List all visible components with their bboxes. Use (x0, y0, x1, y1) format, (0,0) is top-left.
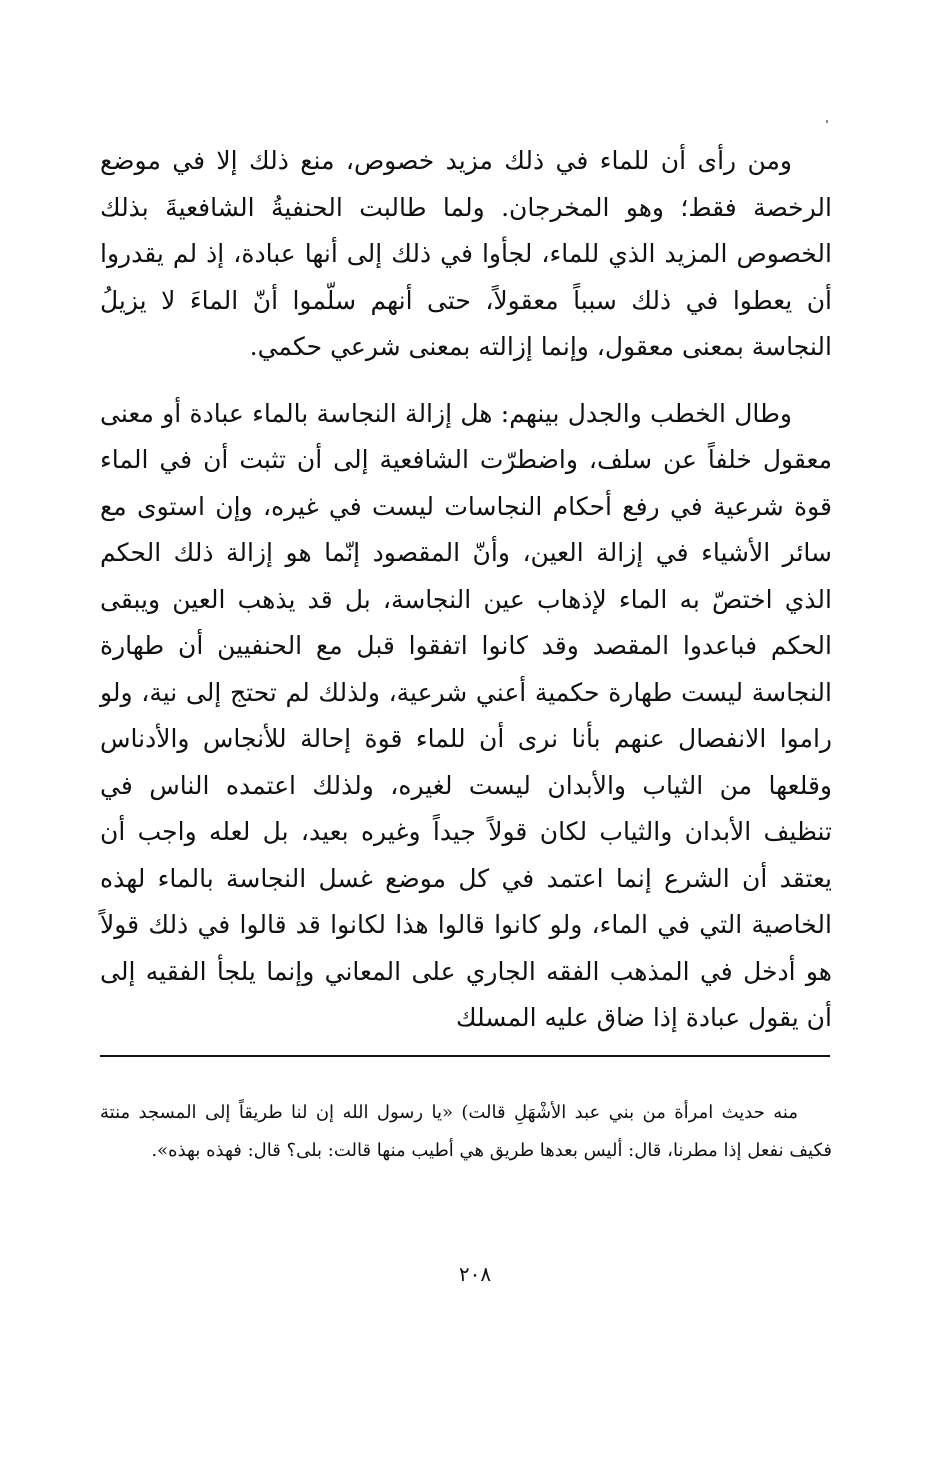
paragraph-1: ومن رأى أن للماء في ذلك مزيد خصوص، منع ذلك إلا في موضع الرخصة فقط؛ وهو المخرجان. ولما طالبت الحنفيةُ الشافعيةَ بذلك الخصوص المزيد الذي للماء، لجأوا في ذلك إلى أنها عبادة، إذ لم يقدروا أن يعطوا في ذلك سبباً معقولاً، حتى أنهم سلّموا أنّ الماءَ لا يزيلُ النجاسة بمعنى معقول، وإنما إزالته بمعنى شرعي حكمي. (100, 146, 832, 361)
footnote-divider (100, 1055, 830, 1057)
page-number: ٢٠٨ (458, 1262, 492, 1286)
main-text-block (100, 138, 832, 1042)
paragraph-2: وطال الخطب والجدل بينهم: هل إزالة النجاسة بالماء عبادة أو معنى معقول خلفاً عن سلف، واضطرّت الشافعية إلى أن تثبت أن في الماء قوة شرعية في رفع أحكام النجاسات ليست في غيره، وإن استوى مع سائر الأشياء في إزالة العين، وأنّ المقصود إنّما هو إزالة ذلك الحكم الذي اختصّ به الماء لإذهاب عين النجاسة، بل قد يذهب العين ويبقى الحكم فباعدوا المقصد وقد كانوا اتفقوا قبل مع الحنفيين أن طهارة النجاسة ليست طهارة حكمية أعني شرعية، ولذلك لم تحتج إلى نية، ولو راموا الانفصال عنهم بأنا نرى أن للماء قوة إحالة للأنجاس والأدناس وقلعها من الثياب والأبدان ليست لغيره، ولذلك اعتمده الناس في تنظيف الأبدان والثياب لكان قولاً جيداً وغيره بعيد، بل لعله واجب أن يعتقد أن الشرع إنما اعتمد في كل موضع غسل النجاسة بالماء لهذه الخاصية التي في الماء، ولو كانوا قالوا هذا لكانوا قد قالوا في ذلك قولاً هو أدخل في المذهب الفقه الجاري على المعاني وإنما يلجأ الفقيه إلى أن يقول عبادة إذا ضاق عليه المسلك (100, 398, 833, 1032)
scan-mark (826, 120, 828, 123)
footnote-text: منه حديث امرأة من بني عبد الأشْهَلِ قالت) «يا رسول الله إن لنا طريقاً إلى المسجد منتة فكيف نفعل إذا مطرنا، قال: أليس بعدها طريق هي أطيب منها قالت: بلى؟ قال: فهذه بهذه». (100, 1102, 832, 1161)
